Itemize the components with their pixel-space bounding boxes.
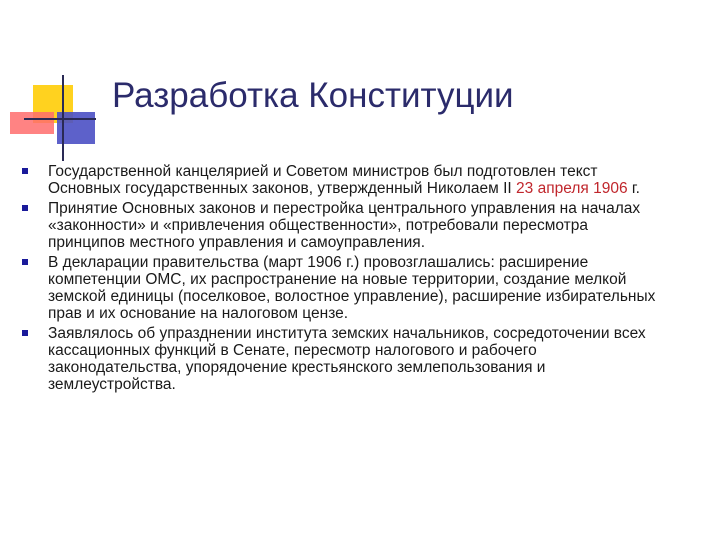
bullet-text: Государственной канцелярией и Советом министров был подготовлен текст Основных государственных законов, утвержденный Николаем <box>48 163 598 197</box>
bullet-text-end: г. <box>627 180 640 197</box>
decor-red-rectangle <box>10 112 54 134</box>
bullet-roman-numeral: II <box>503 180 512 197</box>
bullet-text: В декларации правительства (март 1906 г.) провозглашались: расширение компетенции ОМС, их распространение на новые территории, создание мелкой земской единицы (поселковое, волостное управление), расширение избирательных прав и их основание на налоговом цензе. <box>48 254 656 322</box>
slide-title: Разработка Конституции <box>112 76 514 115</box>
bullet-text: Заявлялось об упразднении института земских начальников, сосредоточении всех кассационных функций в Сенате, пересмотр налогового и рабочего законодательства, упорядочение крестьянского землепользования и землеустройства. <box>48 325 646 393</box>
bullet-item <box>20 254 660 322</box>
bullet-marker <box>22 330 28 336</box>
bullet-item <box>20 200 660 251</box>
bullet-list <box>20 163 660 396</box>
bullet-text: Принятие Основных законов и перестройка центрального управления на началах «законности» и «привлечения общественности», потребовали пересмотра принципов местного управления и самоуправления. <box>48 200 641 251</box>
decor-horizontal-line <box>24 118 96 120</box>
bullet-marker <box>22 259 28 265</box>
highlighted-date: 23 апреля 1906 <box>516 180 628 197</box>
bullet-marker <box>22 168 28 174</box>
bullet-marker <box>22 205 28 211</box>
bullet-item <box>20 163 660 197</box>
bullet-item <box>20 325 660 393</box>
